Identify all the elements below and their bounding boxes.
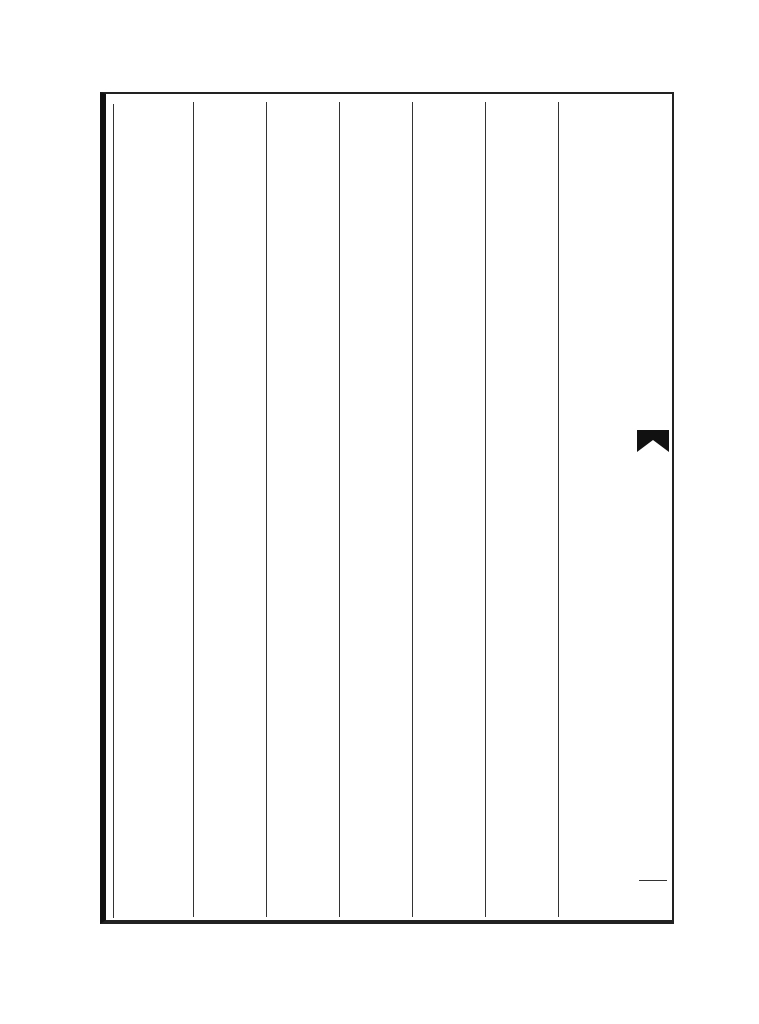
- frame-inner-rule: [113, 104, 114, 918]
- text-area: [116, 102, 631, 917]
- text-column-4: [339, 102, 412, 917]
- text-column-6: [193, 102, 266, 917]
- margin-tick: [639, 880, 667, 881]
- text-column-1: [558, 102, 631, 917]
- margin-strip: [631, 94, 672, 920]
- text-column-5: [266, 102, 339, 917]
- fishtail-mark-icon: [635, 426, 671, 456]
- text-column-7: [120, 102, 193, 917]
- text-column-3: [412, 102, 485, 917]
- text-column-2: [485, 102, 558, 917]
